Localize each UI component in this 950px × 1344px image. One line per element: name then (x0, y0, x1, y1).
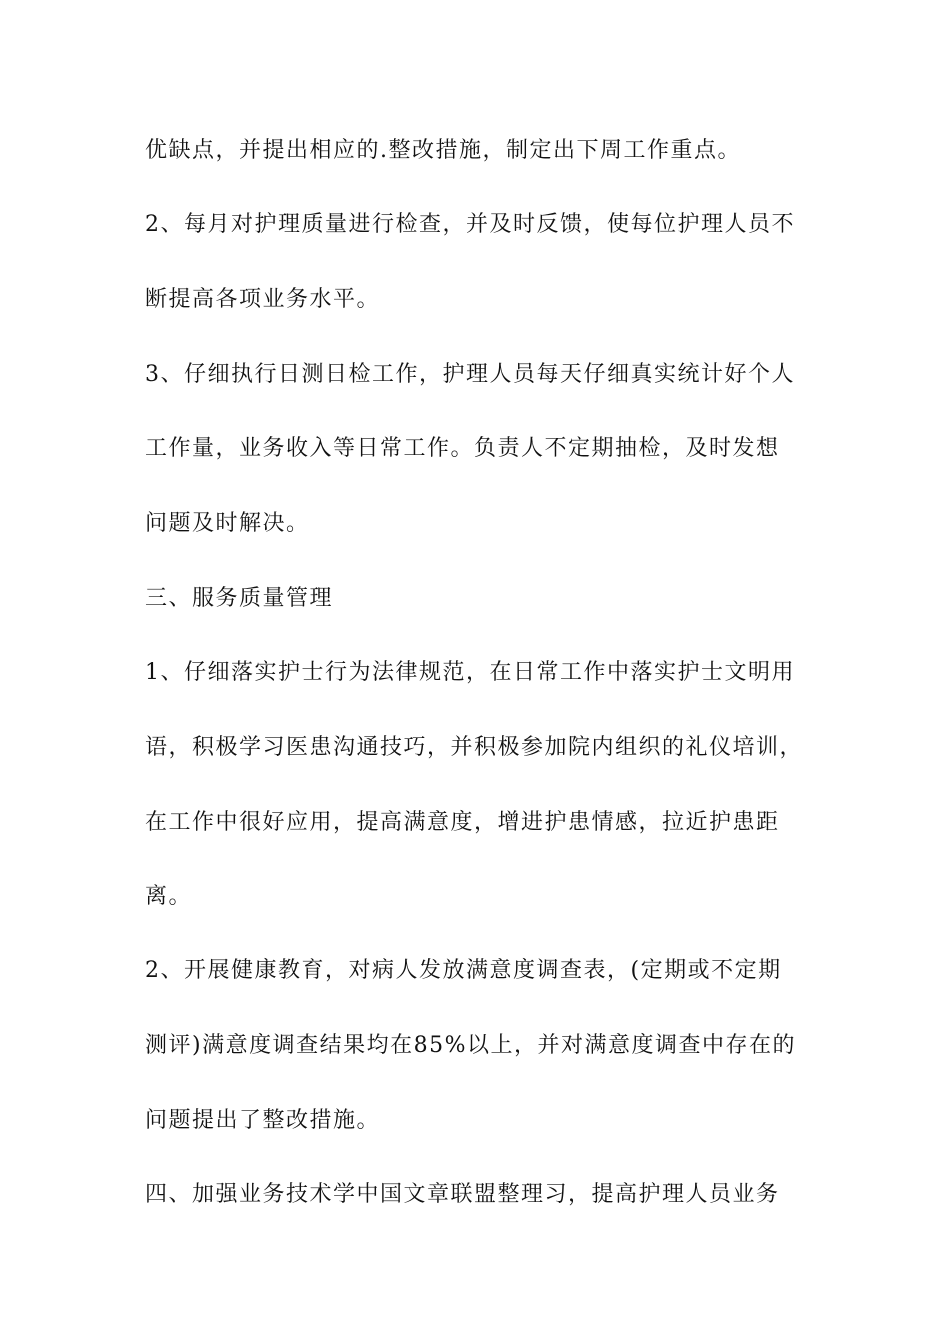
text-line: 3、仔细执行日测日检工作，护理人员每天仔细真实统计好个人 (145, 362, 795, 387)
text-line: 问题提出了整改措施。 (145, 1108, 381, 1133)
text-line: 优缺点，并提出相应的.整改措施，制定出下周工作重点。 (145, 138, 741, 163)
text-line: 测评)满意度调查结果均在85%以上，并对满意度调查中存在的 (145, 1033, 796, 1058)
text-line: 语，积极学习医患沟通技巧，并积极参加院内组织的礼仪培训， (145, 735, 804, 760)
section-heading: 四、加强业务技术学中国文章联盟整理习，提高护理人员业务 (145, 1182, 780, 1207)
text-line: 在工作中很好应用，提高满意度，增进护患情感，拉近护患距 (145, 810, 780, 835)
text-line: 2、开展健康教育，对病人发放满意度调查表，(定期或不定期 (145, 958, 782, 983)
text-line: 2、每月对护理质量进行检查，并及时反馈，使每位护理人员不 (145, 212, 795, 237)
text-line: 1、仔细落实护士行为法律规范，在日常工作中落实护士文明用 (145, 660, 795, 685)
text-line: 问题及时解决。 (145, 511, 310, 536)
section-heading: 三、服务质量管理 (145, 586, 334, 611)
text-line: 工作量，业务收入等日常工作。负责人不定期抽检，及时发想 (145, 436, 780, 461)
text-line: 断提高各项业务水平。 (145, 287, 381, 312)
text-line: 离。 (145, 884, 193, 909)
